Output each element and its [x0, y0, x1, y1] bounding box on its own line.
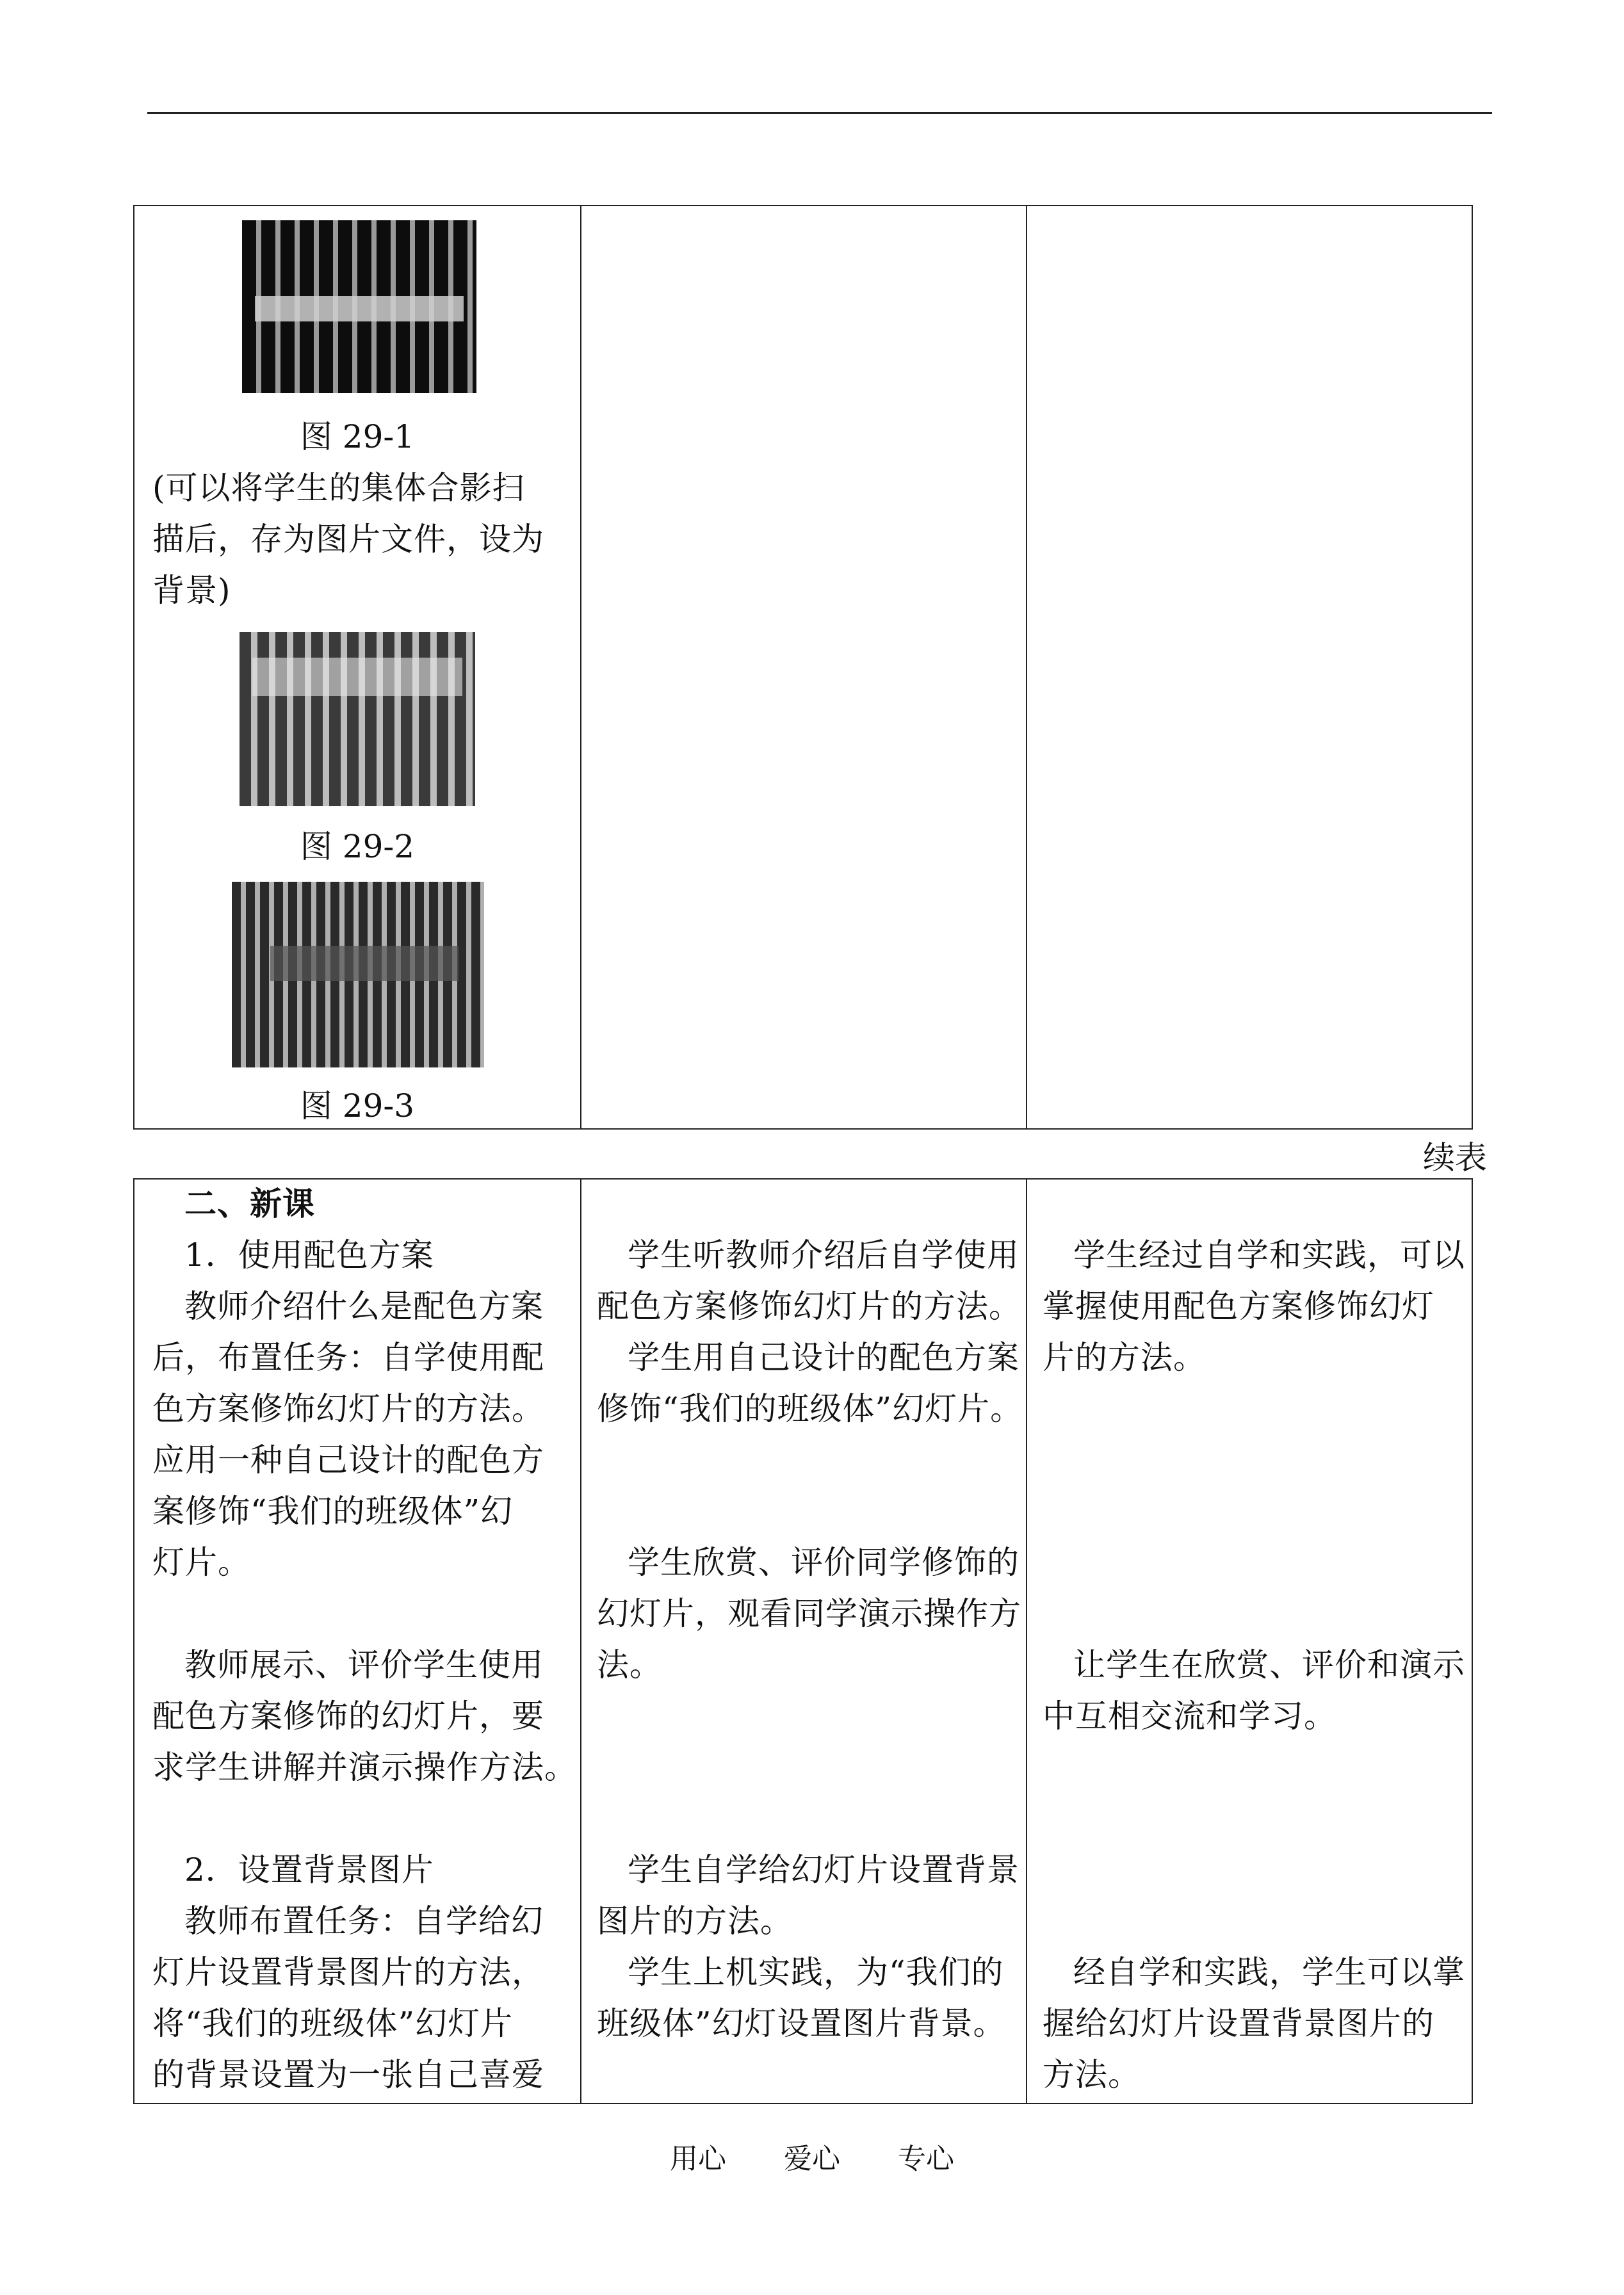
col1-line: 的背景设置为一张自己喜爱: [152, 2056, 544, 2093]
column-divider: [1026, 1180, 1027, 2103]
column-divider: [1026, 206, 1027, 1128]
col1-line: 教师展示、评价学生使用: [184, 1646, 544, 1683]
col3-line: 片的方法。: [1043, 1339, 1206, 1376]
figure-29-2-caption: 图 29-2: [300, 828, 415, 865]
lesson-table: [133, 1178, 1473, 2104]
note-line-3: 背景): [152, 572, 231, 609]
footer-word: 专心: [898, 2143, 954, 2175]
continued-label: 续表: [1423, 1139, 1487, 1176]
col3-line: 掌握使用配色方案修饰幻灯: [1043, 1288, 1434, 1325]
col2-line: 学生欣赏、评价同学修饰的: [628, 1544, 1019, 1581]
figure-29-1-image: [242, 220, 476, 393]
col3-line: 方法。: [1043, 2056, 1141, 2093]
col2-line: 法。: [597, 1646, 662, 1683]
col1-line: 教师介绍什么是配色方案: [184, 1288, 544, 1325]
col3-line: 经自学和实践，学生可以掌: [1073, 1954, 1465, 1991]
col2-line: 修饰“我们的班级体”幻灯片。: [597, 1390, 1023, 1427]
col1-line: 2．设置背景图片: [184, 1851, 434, 1888]
footer-word: 用心: [670, 2143, 726, 2175]
figure-29-3-image: [232, 882, 484, 1067]
figure-29-1-caption: 图 29-1: [300, 418, 415, 455]
col3-line: 中互相交流和学习。: [1043, 1698, 1336, 1735]
footer-word: 爱心: [784, 2143, 840, 2175]
col2-line: 学生自学给幻灯片设置背景: [628, 1851, 1019, 1888]
note-line-2: 描后，存为图片文件，设为: [152, 521, 544, 558]
page-footer: [0, 2140, 1624, 2178]
col1-line: 1．使用配色方案: [184, 1237, 434, 1274]
col1-line: 求学生讲解并演示操作方法。: [152, 1749, 577, 1786]
col1-line: 后，布置任务：自学使用配: [152, 1339, 544, 1376]
col1-line: 教师布置任务：自学给幻: [184, 1902, 544, 1940]
col1-line: 灯片。: [152, 1544, 250, 1581]
column-divider: [580, 1180, 581, 2103]
col2-line: 班级体”幻灯设置图片背景。: [597, 2005, 1006, 2042]
header-rule: [147, 112, 1492, 114]
figure-29-3-caption: 图 29-3: [300, 1087, 415, 1124]
col1-line: 案修饰“我们的班级体”幻: [152, 1493, 514, 1530]
col2-line: 幻灯片，观看同学演示操作方: [597, 1595, 1021, 1632]
col3-line: 让学生在欣赏、评价和演示: [1073, 1646, 1465, 1683]
figures-table: [133, 205, 1473, 1130]
col2-line: 图片的方法。: [597, 1902, 793, 1940]
figure-29-2-image: [240, 632, 475, 806]
col2-line: 配色方案修饰幻灯片的方法。: [597, 1288, 1021, 1325]
col1-line: 色方案修饰幻灯片的方法。: [152, 1390, 544, 1427]
col1-line: 将“我们的班级体”幻灯片: [152, 2005, 514, 2042]
col3-line: 握给幻灯片设置背景图片的: [1043, 2005, 1434, 2042]
col1-line: 灯片设置背景图片的方法，: [152, 1954, 544, 1991]
col1-line: 配色方案修饰的幻灯片，要: [152, 1698, 544, 1735]
note-line-1: (可以将学生的集体合影扫: [152, 469, 525, 507]
col1-line: 应用一种自己设计的配色方: [152, 1441, 544, 1479]
column-divider: [580, 206, 581, 1128]
col2-line: 学生上机实践，为“我们的: [628, 1954, 1004, 1991]
col3-line: 学生经过自学和实践，可以: [1073, 1237, 1465, 1274]
section-heading: 二、新课: [184, 1185, 315, 1222]
col2-line: 学生用自己设计的配色方案: [628, 1339, 1019, 1376]
col2-line: 学生听教师介绍后自学使用: [628, 1237, 1019, 1274]
